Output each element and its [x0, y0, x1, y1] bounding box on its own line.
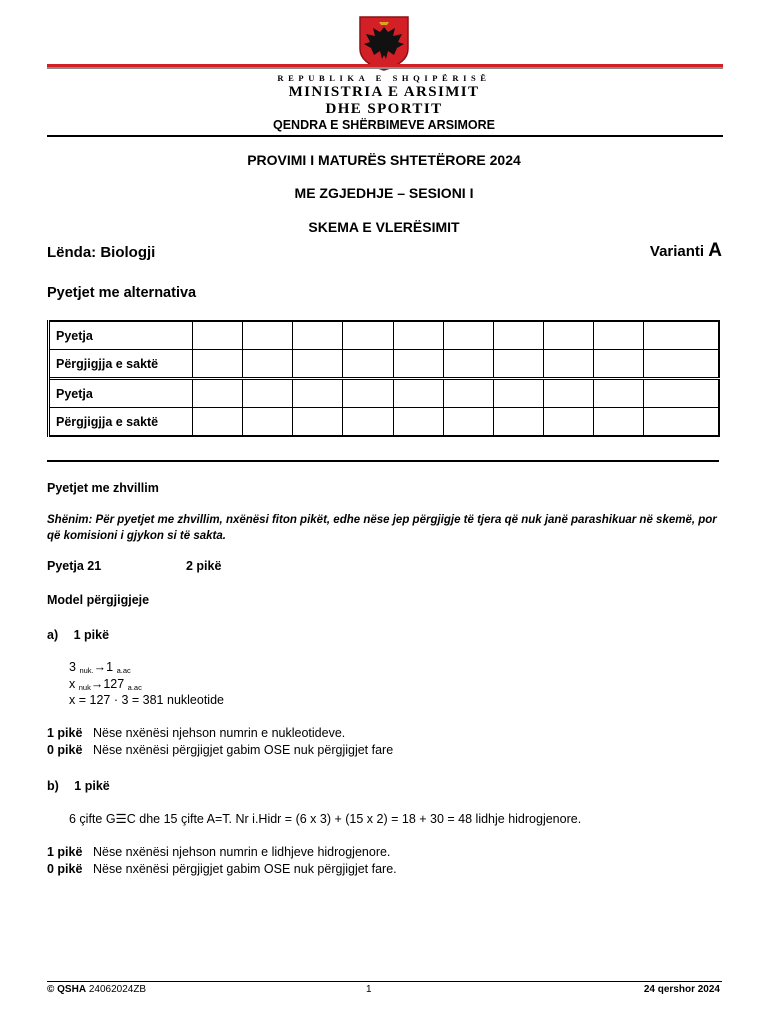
scheme-title: SKEMA E VLERËSIMIT: [308, 219, 460, 235]
criterion-text: Nëse nxënësi njehson numrin e nukleotideve.: [93, 726, 346, 740]
table-cell: [193, 350, 243, 379]
part-points: 1 pikë: [74, 779, 110, 793]
table-cell: [293, 350, 343, 379]
equation-line: x = 127 · 3 = 381 nukleotide: [69, 693, 224, 707]
criterion-line: [47, 726, 345, 740]
header-divider: [47, 135, 723, 137]
table-row: [49, 408, 720, 437]
table-cell: [243, 321, 293, 350]
table-cell: [594, 321, 644, 350]
criterion-text: Nëse nxënësi përgjigjet gabim OSE nuk përgjigjet fare: [93, 743, 394, 757]
part-label: a): [47, 628, 59, 642]
albanian-eagle-emblem-icon: [357, 15, 411, 71]
footer-date: 24 qershor 2024: [643, 984, 720, 995]
table-cell: [443, 350, 493, 379]
equation-line: 6 çifte G☰C dhe 15 çifte A=T. Nr i.Hidr = (6 x 3) + (15 x 2) = 18 + 30 = 48 lidhje hidrogjenore.: [69, 812, 582, 826]
question-points: 2 pikë: [186, 559, 222, 573]
ministry-name: MINISTRIA E ARSIMIT: [288, 84, 480, 100]
question-number: Pyetja 21: [47, 559, 102, 573]
eq-term: x: [69, 677, 79, 691]
footer-divider: [47, 981, 722, 982]
table-cell: [343, 408, 393, 437]
criterion-points: 0 pikë: [47, 743, 83, 757]
table-cell: [493, 408, 543, 437]
table-row: [49, 379, 720, 408]
table-cell: [393, 379, 443, 408]
table-cell: [443, 321, 493, 350]
table-cell: [293, 321, 343, 350]
criterion-line: [47, 862, 397, 876]
model-answer-heading: Model përgjigjeje: [47, 593, 150, 607]
answers-table: [47, 320, 720, 437]
table-cell: [393, 350, 443, 379]
development-heading: Pyetjet me zhvillim: [47, 481, 159, 495]
variant-label: [650, 240, 722, 262]
table-cell: [644, 379, 719, 408]
table-cell: [293, 408, 343, 437]
footer-copyright: © QSHA: [47, 984, 87, 995]
table-cell: [343, 350, 393, 379]
table-cell: [243, 408, 293, 437]
criterion-text: Nëse nxënësi përgjigjet gabim OSE nuk përgjigjet fare.: [93, 862, 397, 876]
eq-subscript: a.ac: [116, 666, 131, 675]
part-points: 1 pikë: [73, 628, 110, 642]
equation-line: [69, 677, 142, 692]
table-cell: [543, 350, 593, 379]
table-cell: [343, 379, 393, 408]
page-number: 1: [366, 984, 372, 995]
session-title: ME ZGJEDHJE – SESIONI I: [294, 185, 474, 201]
eq-subscript: nuk: [78, 683, 91, 692]
alternatives-heading: Pyetjet me alternativa: [47, 285, 197, 301]
table-cell: [644, 321, 719, 350]
table-cell: [594, 408, 644, 437]
table-cell: [493, 321, 543, 350]
criterion-text: Nëse nxënësi njehson numrin e lidhjeve hidrogjenore.: [93, 845, 391, 859]
variant-word: Varianti: [649, 243, 705, 260]
table-cell: [443, 408, 493, 437]
table-cell: [443, 379, 493, 408]
ministry-name-line2: DHE SPORTIT: [325, 101, 443, 117]
table-cell: [594, 350, 644, 379]
table-cell: [644, 408, 719, 437]
table-cell: [243, 350, 293, 379]
criterion-line: [47, 743, 393, 757]
header-grey-rule: [47, 67, 723, 69]
footer-code: [47, 984, 146, 995]
row-label: Përgjigjja e saktë: [49, 350, 193, 379]
table-cell: [243, 379, 293, 408]
table-cell: [343, 321, 393, 350]
variant-letter: A: [708, 240, 722, 261]
table-cell: [493, 379, 543, 408]
eq-subscript: a.ac: [127, 683, 142, 692]
table-row: [49, 350, 720, 379]
table-cell: [543, 408, 593, 437]
table-cell: [193, 321, 243, 350]
equation-line: [69, 660, 131, 675]
table-cell: [393, 321, 443, 350]
table-cell: [543, 379, 593, 408]
part-label: b): [47, 779, 59, 793]
table-row: [49, 321, 720, 350]
center-name: QENDRA E SHËRBIMEVE ARSIMORE: [272, 118, 495, 132]
table-cell: [293, 379, 343, 408]
criterion-points: 1 pikë: [47, 845, 83, 859]
eq-term: 3: [69, 660, 80, 674]
footer-doc-code: 24062024ZB: [86, 984, 147, 995]
table-cell: [493, 350, 543, 379]
row-label: Pyetja: [49, 379, 193, 408]
table-cell: [543, 321, 593, 350]
eq-subscript: nuk.: [79, 666, 94, 675]
eq-term: →127: [90, 677, 128, 691]
part-a-heading: [47, 628, 109, 642]
part-b-heading: [47, 779, 110, 793]
eq-term: →1: [93, 660, 117, 674]
table-cell: [594, 379, 644, 408]
exam-title: PROVIMI I MATURËS SHTETËRORE 2024: [247, 152, 521, 168]
table-cell: [393, 408, 443, 437]
criterion-points: 0 pikë: [47, 862, 83, 876]
subject-label: Lënda: Biologji: [47, 244, 156, 261]
republika-label: REPUBLIKA E SHQIPËRISË: [277, 73, 491, 83]
table-cell: [644, 350, 719, 379]
criterion-points: 1 pikë: [47, 726, 83, 740]
table-cell: [193, 379, 243, 408]
section-divider: [47, 460, 719, 462]
table-cell: [193, 408, 243, 437]
criterion-line: [47, 845, 390, 859]
row-label: Pyetja: [49, 321, 193, 350]
note-text: Shënim: Për pyetjet me zhvillim, nxënësi fiton pikët, edhe nëse jep përgjigje të tjera që nuk janë parashikuar në skemë, por që komisioni i gjykon si të sakta.: [47, 514, 717, 542]
row-label: Përgjigjja e saktë: [49, 408, 193, 437]
